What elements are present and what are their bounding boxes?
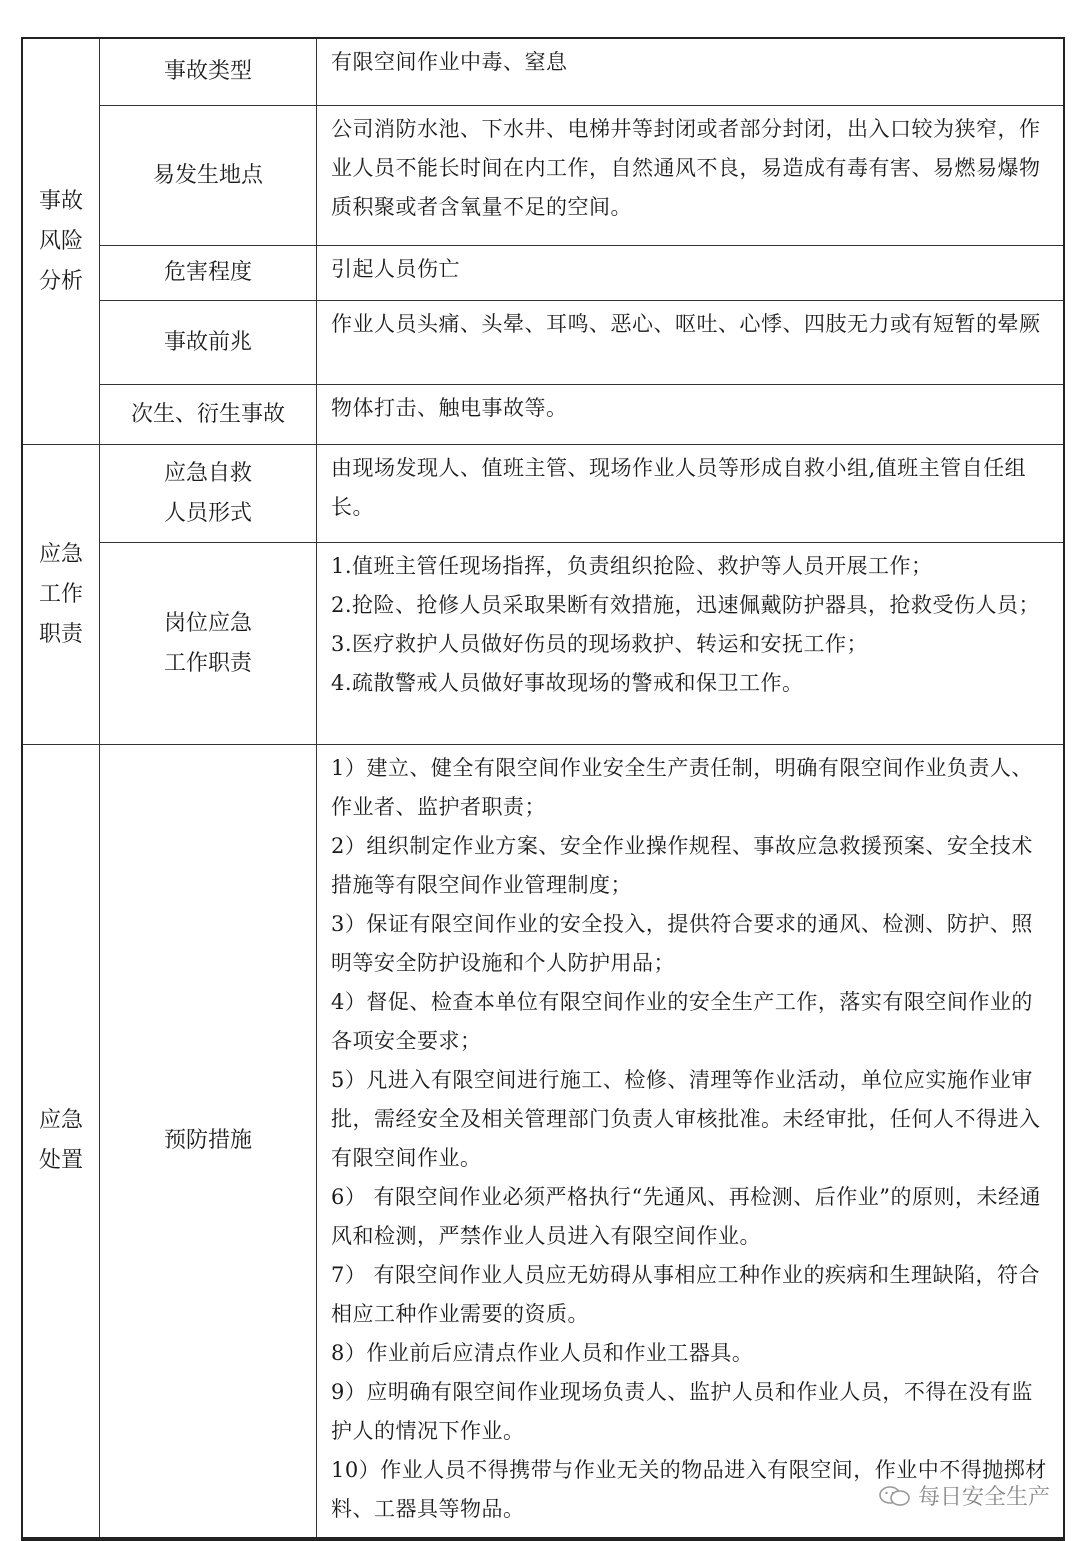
emergency-table [21, 37, 1065, 1541]
content-paragraph: 作业人员头痛、头晕、耳鸣、恶心、呕吐、心悸、四肢无力或有短暂的晕厥 [331, 312, 1041, 336]
category-text: 工作 [38, 581, 83, 607]
row-content [317, 445, 1063, 542]
category-text: 处置 [38, 1148, 83, 1173]
table-row [100, 445, 1063, 543]
table-row [100, 246, 1063, 301]
table-row [100, 301, 1063, 385]
row-label [100, 745, 317, 1537]
row-label [100, 445, 317, 542]
content-paragraph: 1）建立、健全有限空间作业安全生产责任制，明确有限空间作业负责人、作业者、监护者职责； [331, 756, 1033, 819]
row-content [317, 106, 1063, 245]
content-paragraph: 2.抢险、抢修人员采取果断有效措施，迅速佩戴防护器具，抢救受伤人员； [331, 593, 1041, 617]
content-paragraph: 5）凡进入有限空间进行施工、检修、清理等作业活动，单位应实施作业审批，需经安全及相关管理部门负责人审核批准。未经审批，任何人不得进入有限空间作业。 [331, 1068, 1041, 1170]
content-paragraph: 2）组织制定作业方案、安全作业操作规程、事故应急救援预案、安全技术措施等有限空间作业管理制度； [331, 834, 1033, 897]
content-paragraph: 4）督促、检查本单位有限空间作业的安全生产工作，落实有限空间作业的各项安全要求； [331, 990, 1033, 1053]
section-group [23, 745, 1063, 1539]
category-text: 应急 [38, 541, 83, 567]
row-label [100, 385, 317, 444]
row-content [317, 246, 1063, 300]
section-category [23, 39, 100, 444]
label-text: 人员形式 [163, 500, 252, 526]
content-paragraph: 8）作业前后应清点作业人员和作业工器具。 [331, 1341, 754, 1365]
row-content [317, 745, 1063, 1537]
content-paragraph: 10）作业人员不得携带与作业无关的物品进入有限空间，作业中不得抛掷材料、工器具等物品。 [331, 1458, 1047, 1521]
wechat-icon [878, 1485, 912, 1507]
content-paragraph: 6） 有限空间作业必须严格执行“先通风、再检测、后作业”的原则，未经通风和检测，严禁作业人员进入有限空间作业。 [331, 1185, 1042, 1248]
content-paragraph: 有限空间作业中毒、窒息 [331, 50, 568, 74]
content-paragraph: 4.疏散警戒人员做好事故现场的警戒和保卫工作。 [331, 671, 804, 695]
row-content [317, 301, 1063, 384]
table-row [100, 543, 1063, 744]
row-label [100, 106, 317, 245]
table-row [100, 385, 1063, 444]
category-text: 职责 [38, 621, 83, 647]
content-paragraph: 由现场发现人、值班主管、现场作业人员等形成自救小组,值班主管自任组长。 [331, 456, 1027, 519]
label-text: 应急自救 [163, 460, 252, 486]
row-content [317, 543, 1063, 744]
row-content [317, 385, 1063, 444]
label-text: 预防措施 [163, 1128, 252, 1153]
content-paragraph: 3）保证有限空间作业的安全投入，提供符合要求的通风、检测、防护、照明等安全防护设施和个人防护用品； [331, 912, 1033, 975]
content-paragraph: 公司消防水池、下水井、电梯井等封闭或者部分封闭，出入口较为狭窄，作业人员不能长时间在内工作，自然通风不良，易造成有毒有害、易燃易爆物质积聚或者含氧量不足的空间。 [331, 117, 1041, 219]
category-text: 风险 [38, 228, 83, 254]
section-group [23, 445, 1063, 745]
row-label [100, 543, 317, 744]
row-content [317, 39, 1063, 105]
row-label [100, 39, 317, 105]
row-label [100, 301, 317, 384]
category-text: 应急 [38, 1108, 83, 1133]
label-text: 次生、衍生事故 [130, 401, 285, 427]
label-text: 事故前兆 [163, 329, 252, 355]
table-row [100, 106, 1063, 246]
watermark [878, 1480, 1050, 1511]
label-text: 危害程度 [163, 260, 252, 285]
section-category [23, 445, 100, 744]
content-paragraph: 7） 有限空间作业人员应无妨碍从事相应工种作业的疾病和生理缺陷，符合相应工种作业需要的资质。 [331, 1263, 1041, 1326]
content-paragraph: 物体打击、触电事故等。 [331, 396, 568, 420]
label-text: 岗位应急 [163, 610, 252, 636]
row-label [100, 246, 317, 300]
content-paragraph: 1.值班主管任现场指挥，负责组织抢险、救护等人员开展工作； [331, 554, 933, 578]
category-text: 事故 [38, 188, 83, 214]
label-text: 工作职责 [163, 650, 252, 676]
content-paragraph: 3.医疗救护人员做好伤员的现场救护、转运和安抚工作； [331, 632, 869, 656]
section-category [23, 745, 100, 1537]
label-text: 易发生地点 [152, 162, 263, 188]
label-text: 事故类型 [163, 59, 252, 84]
section-group [23, 39, 1063, 445]
table-row [100, 745, 1063, 1537]
content-paragraph: 9）应明确有限空间作业现场负责人、监护人员和作业人员，不得在没有监护人的情况下作业。 [331, 1380, 1033, 1443]
table-row [100, 39, 1063, 106]
content-paragraph: 引起人员伤亡 [331, 257, 460, 281]
category-text: 分析 [38, 268, 83, 294]
watermark-text: 每日安全生产 [917, 1485, 1050, 1510]
